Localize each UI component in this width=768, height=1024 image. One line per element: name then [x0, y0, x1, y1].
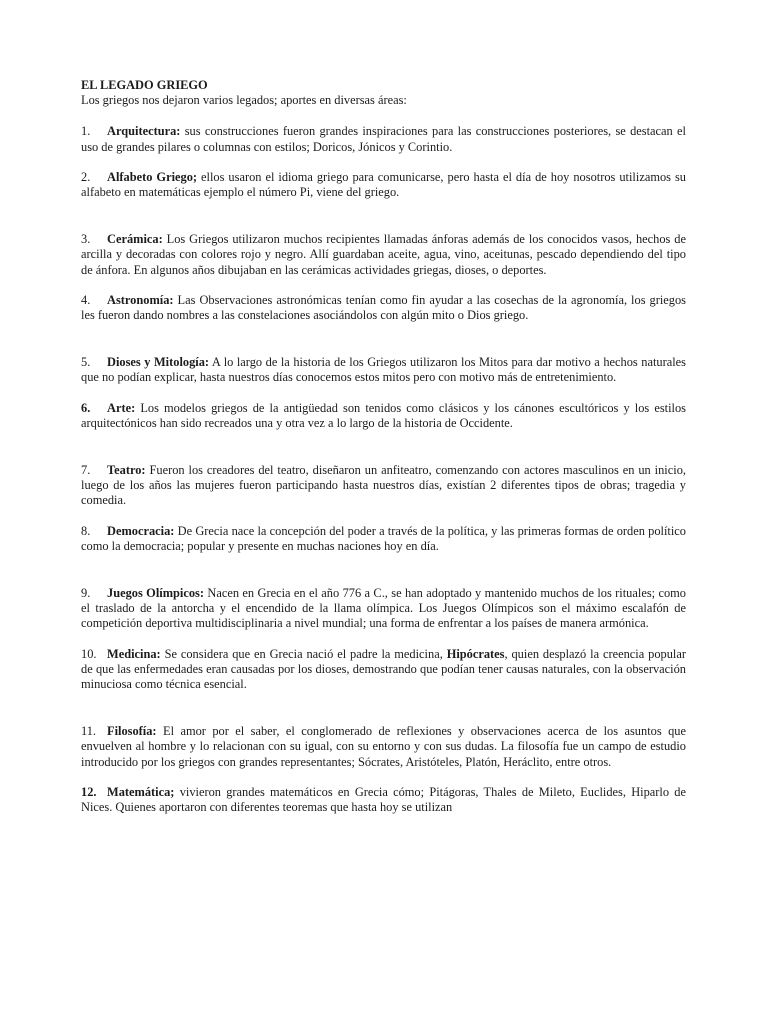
item-number: 2. [81, 169, 91, 184]
list-item [81, 170, 686, 200]
list-item [81, 124, 686, 154]
item-heading: Arquitectura: [107, 124, 181, 139]
item-text: ellos usaron el idioma griego para comunicarse, pero hasta el día de hoy nosotros utilizamos su alfabeto en matemáticas ejemplo el número Pi, viene del griego. [81, 169, 686, 200]
item-number: 3. [81, 232, 91, 247]
item-text: El amor por el saber, el conglomerado de reflexiones y observaciones acerca de los asuntos que envuelven al hombre y lo relacionan con su igual, con su entorno y con sus dudas. La filosofía fue un campo de estudio introducido por los griegos con grandes representantes; Sócrates, Aristóteles, Platón, Heráclito, entre otros. [81, 724, 686, 769]
item-text: Las Observaciones astronómicas tenían como fin ayudar a las cosechas de la agronomía, los griegos les fueron dando nombres a las constelaciones asociándolos con algún mito o Dios griego. [81, 292, 686, 323]
item-text: sus construcciones fueron grandes inspiraciones para las construcciones posteriores, se destacan el uso de grandes pilares o columnas con estilos; Doricos, Jónicos y Corintio. [81, 124, 686, 154]
item-number: 12. [81, 784, 97, 799]
list-item [81, 647, 686, 693]
item-text: Fueron los creadores del teatro, diseñaron un anfiteatro, comenzando con actores masculinos en un inicio, luego de los años las mujeres fueron participando hasta nuestros días, existían 2 diferentes tipos de obras; tragedia y comedia. [81, 463, 686, 508]
item-heading: Cerámica: [107, 232, 163, 247]
item-number: 8. [81, 523, 91, 538]
document-page [81, 78, 686, 815]
item-heading: Juegos Olímpicos: [107, 586, 205, 601]
item-heading: Medicina: [107, 646, 161, 661]
list-item [81, 293, 686, 323]
item-text: Nacen en Grecia en el año 776 a C., se han adoptado y mantenido muchos de los rituales; como el traslado de la antorcha y el encendido de la llama olímpica. Los Juegos Olímpicos son el máximo escalafón de competición deportiva multidisciplinaria a nivel mundial; una forma de enfrentar a los países de manera armónica. [81, 586, 686, 631]
list-item [81, 586, 686, 632]
list-item [81, 524, 686, 554]
list-item [81, 724, 686, 770]
item-heading: Filosofía: [107, 724, 157, 739]
item-bold-inline: Hipócrates [446, 646, 505, 661]
item-text: vivieron grandes matemáticos en Grecia cómo; Pitágoras, Thales de Mileto, Euclides, Hiparlo de Nices. Quienes aportaron con diferentes teoremas que hasta hoy se utilizan [81, 784, 686, 815]
item-text: Se considera que en Grecia nació el padre la medicina, [160, 646, 447, 661]
item-heading: Astronomía: [107, 292, 174, 307]
item-heading: Alfabeto Griego; [107, 169, 198, 184]
item-number: 6. [81, 400, 91, 415]
list-item [81, 401, 686, 431]
item-number: 11. [81, 724, 97, 739]
list-item [81, 355, 686, 385]
item-number: 1. [81, 124, 91, 139]
item-text: Los Griegos utilizaron muchos recipientes llamadas ánforas además de los conocidos vasos, hechos de arcilla y decoradas con colores rojo y negro. Allí guardaban aceite, agua, vino, aceitunas, pescado dependiendo del tipo de ánfora. En algunos años dibujaban en las cerámicas actividades griegas, dioses, o deportes. [81, 232, 686, 277]
item-number: 10. [81, 646, 97, 661]
list-item [81, 785, 686, 815]
item-heading: Dioses y Mitología: [107, 355, 210, 370]
item-number: 9. [81, 586, 91, 601]
document-intro: Los griegos nos dejaron varios legados; aportes en diversas áreas: [81, 93, 407, 108]
item-heading: Teatro: [107, 463, 146, 478]
item-number: 4. [81, 292, 91, 307]
item-number: 7. [81, 463, 91, 478]
list-item [81, 463, 686, 509]
item-heading: Matemática; [107, 784, 175, 799]
item-heading: Democracia: [107, 523, 175, 538]
item-text-after: , quien desplazó la creencia popular de que las enfermedades eran causadas por los dioses, demostrando que podían tener causas naturales, con la observación minuciosa como técnica esencial. [81, 646, 686, 692]
list-item [81, 232, 686, 278]
item-heading: Arte: [107, 400, 136, 415]
item-number: 5. [81, 355, 91, 370]
document-title: EL LEGADO GRIEGO [81, 78, 208, 92]
item-text: A lo largo de la historia de los Griegos utilizaron los Mitos para dar motivo a hechos naturales que no podían explicar, hasta nuestros días conocemos estos mitos pero con motivo más de entretenimiento. [81, 355, 686, 385]
item-text: Los modelos griegos de la antigüedad son tenidos como clásicos y los cánones escultóricos y los estilos arquitectónicos han sido recreados una y otra vez a lo largo de la historia de Occidente. [81, 400, 686, 430]
item-text: De Grecia nace la concepción del poder a través de la política, y las primeras formas de orden político como la democracia; popular y presente en muchas naciones hoy en día. [81, 523, 686, 553]
